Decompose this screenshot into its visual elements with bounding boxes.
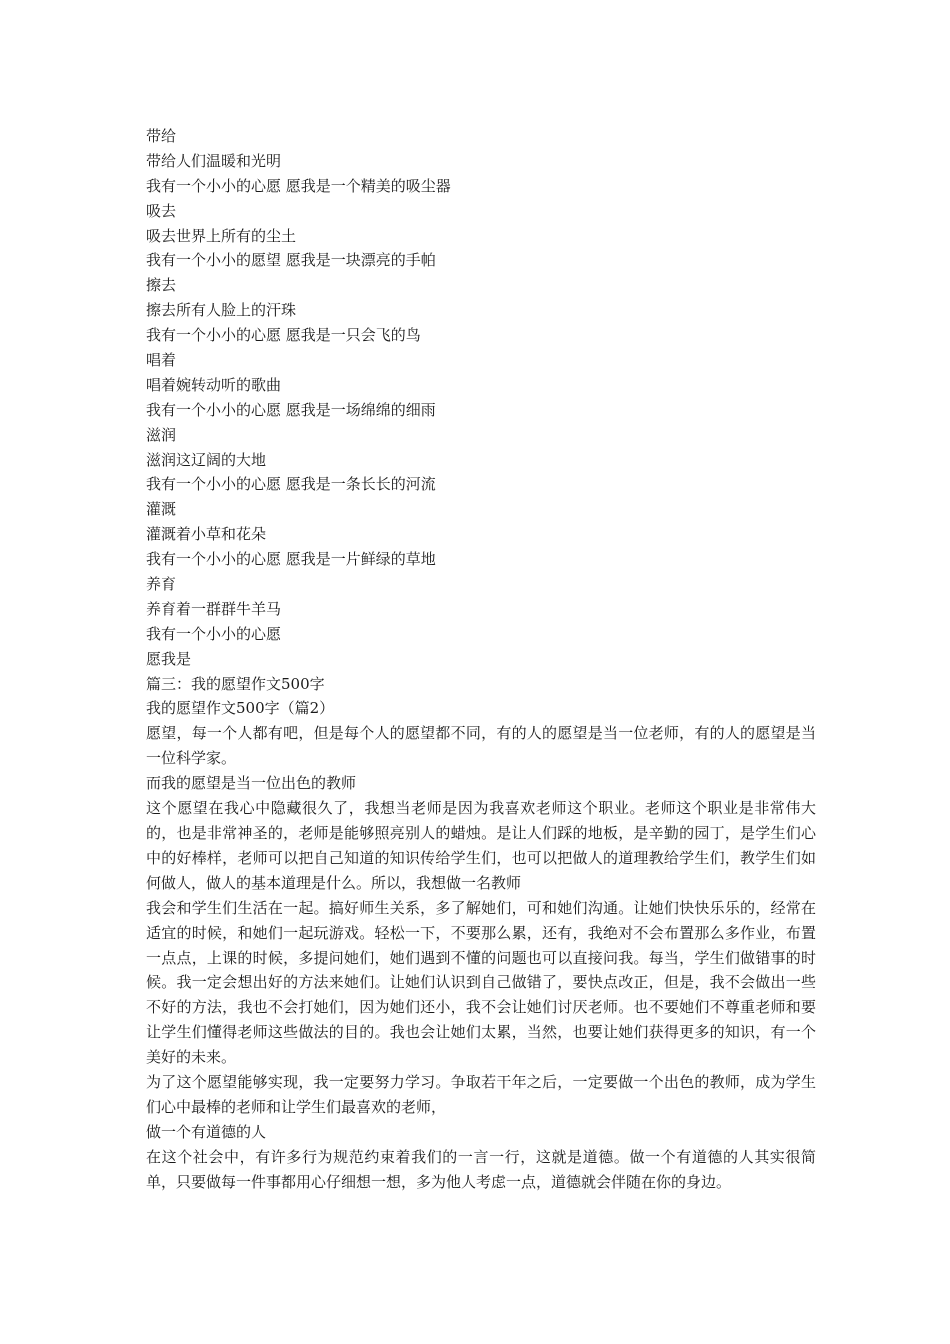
poem-line: 养育 [146, 575, 177, 594]
poem-line: 我有一个小小的心愿 愿我是一条长长的河流 [146, 475, 436, 494]
document-page [146, 124, 816, 1195]
poem-line: 唱着婉转动听的歌曲 [146, 375, 282, 394]
poem-line: 唱着 [146, 351, 177, 370]
poem-line: 我有一个小小的心愿 愿我是一场绵绵的细雨 [146, 400, 436, 419]
poem-line: 我有一个小小的愿望 愿我是一块漂亮的手帕 [146, 251, 436, 270]
poem-line: 我有一个小小的心愿 愿我是一只会飞的鸟 [146, 326, 421, 345]
poem-line: 擦去 [146, 276, 177, 295]
poem-line: 吸去世界上所有的尘土 [146, 226, 297, 245]
poem-line: 滋润 [146, 425, 177, 444]
essay-paragraph: 做一个有道德的人 [146, 1122, 267, 1141]
essay-paragraph: 愿望，每一个人都有吧，但是每个人的愿望都不同，有的人的愿望是当一位老师，有的人的愿望是当一位科学家。 [146, 724, 816, 768]
essay-paragraph: 这个愿望在我心中隐藏很久了，我想当老师是因为我喜欢老师这个职业。老师这个职业是非常伟大的，也是非常神圣的，老师是能够照亮别人的蜡烛。是让人们踩的地板，是辛勤的园丁，是学生们心中的好棒样，老师可以把自己知道的知识传给学生们，也可以把做人的道理教给学生们，教学生们如何做人，做人的基本道理是什么。所以，我想做一名教师 [146, 799, 816, 892]
poem-line: 我有一个小小的心愿 愿我是一片鲜绿的草地 [146, 550, 436, 569]
essay-paragraph: 在这个社会中，有许多行为规范约束着我们的一言一行，这就是道德。做一个有道德的人其实很简单，只要做每一件事都用心仔细想一想，多为他人考虑一点，道德就会伴随在你的身边。 [146, 1147, 816, 1191]
essay-paragraph: 我会和学生们生活在一起。搞好师生关系，多了解她们，可和她们沟通。让她们快快乐乐的，经常在适宜的时候，和她们一起玩游戏。轻松一下，不要那么累，还有，我绝对不会布置那么多作业，布置一点点，上课的时候，多提问她们，她们遇到不懂的问题也可以直接问我。每当，学生们做错事的时候。我一定会想出好的方法来她们。让她们认识到自己做错了，要快点改正，但是，我不会做出一些不好的方法，我也不会打她们，因为她们还小，我不会让她们讨厌老师。也不要她们不尊重老师和要让学生们懂得老师这些做法的目的。我也会让她们太累，当然，也要让她们获得更多的知识，有一个美好的未来。 [146, 898, 816, 1067]
poem-line: 滋润这辽阔的大地 [146, 450, 267, 469]
poem-line: 带给人们温暖和光明 [146, 151, 282, 170]
essay-paragraph: 为了这个愿望能够实现，我一定要努力学习。争取若干年之后，一定要做一个出色的教师，成为学生们心中最棒的老师和让学生们最喜欢的老师， [146, 1073, 816, 1116]
essay-paragraph: 而我的愿望是当一位出色的教师 [146, 774, 357, 793]
poem-line: 养育着一群群牛羊马 [146, 599, 282, 618]
poem-line: 我有一个小小的心愿 [146, 624, 282, 643]
poem-line: 吸去 [146, 201, 177, 220]
poem-line: 我有一个小小的心愿 愿我是一个精美的吸尘器 [146, 176, 451, 195]
essay-subtitle: 我的愿望作文500字（篇2） [146, 699, 335, 718]
poem-line: 灌溉 [146, 500, 177, 519]
poem-line: 愿我是 [146, 649, 192, 668]
poem-line: 擦去所有人脸上的汗珠 [146, 301, 297, 320]
section-title: 篇三：我的愿望作文500字 [146, 674, 325, 693]
poem-line: 灌溉着小草和花朵 [146, 525, 267, 544]
poem-line: 带给 [146, 127, 177, 145]
